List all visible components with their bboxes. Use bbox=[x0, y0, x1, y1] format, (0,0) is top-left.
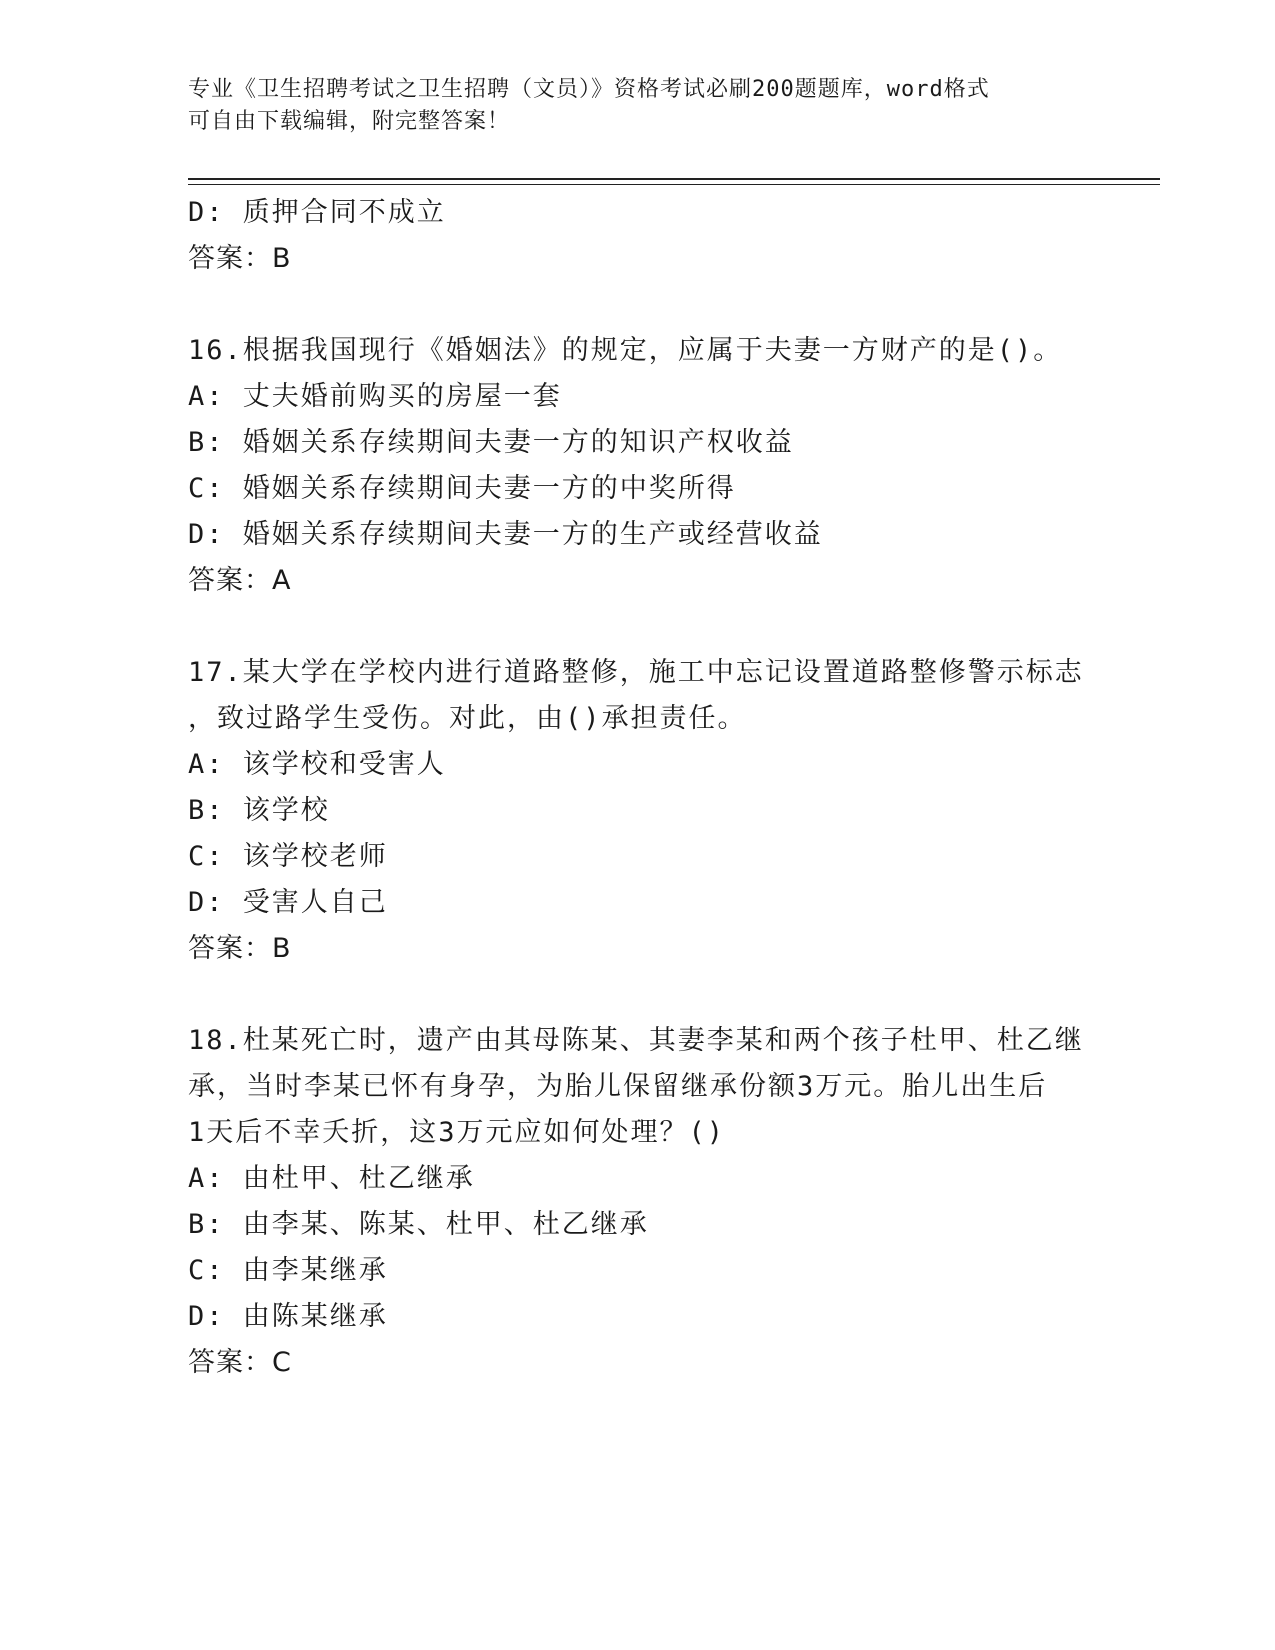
question-text bbox=[188, 328, 1088, 374]
question-line: ，致过路学生受伤。对此，由()承担责任。 bbox=[188, 703, 747, 734]
option-d: D: 由陈某继承 bbox=[188, 1301, 388, 1332]
header-line-1: 专业《卫生招聘考试之卫生招聘（文员）》资格考试必刷200题题库，word格式 bbox=[188, 77, 990, 102]
option-d: D: 受害人自己 bbox=[188, 887, 388, 918]
question-18 bbox=[188, 1018, 1088, 1386]
option-a: A: 该学校和受害人 bbox=[188, 749, 446, 780]
header-divider-thick bbox=[188, 178, 1160, 180]
document-header bbox=[188, 74, 1088, 138]
option-c: C: 由李某继承 bbox=[188, 1255, 388, 1286]
question-16 bbox=[188, 328, 1088, 604]
answer-line: 答案：C bbox=[188, 1347, 292, 1378]
header-line-2: 可自由下载编辑，附完整答案！ bbox=[188, 109, 511, 134]
spacer bbox=[188, 282, 1088, 328]
option-a: A: 丈夫婚前购买的房屋一套 bbox=[188, 381, 562, 412]
spacer bbox=[188, 604, 1088, 650]
option-b: B: 该学校 bbox=[188, 795, 330, 826]
answer-line: 答案：B bbox=[188, 243, 292, 274]
question-line: 16.根据我国现行《婚姻法》的规定，应属于夫妻一方财产的是()。 bbox=[188, 335, 1063, 366]
option-d: D: 质押合同不成立 bbox=[188, 197, 446, 228]
question-line: 17.某大学在学校内进行道路整修，施工中忘记设置道路整修警示标志 bbox=[188, 657, 1084, 688]
option-d: D: 婚姻关系存续期间夫妻一方的生产或经营收益 bbox=[188, 519, 823, 550]
option-c: C: 婚姻关系存续期间夫妻一方的中奖所得 bbox=[188, 473, 736, 504]
option-c: C: 该学校老师 bbox=[188, 841, 388, 872]
question-text bbox=[188, 650, 1088, 742]
previous-question-tail bbox=[188, 190, 1088, 282]
question-line: 18.杜某死亡时，遗产由其母陈某、其妻李某和两个孩子杜甲、杜乙继 bbox=[188, 1025, 1084, 1056]
question-17 bbox=[188, 650, 1088, 972]
option-b: B: 由李某、陈某、杜甲、杜乙继承 bbox=[188, 1209, 649, 1240]
option-a: A: 由杜甲、杜乙继承 bbox=[188, 1163, 475, 1194]
answer-line: 答案：B bbox=[188, 933, 292, 964]
question-line: 承，当时李某已怀有身孕，为胎儿保留继承份额3万元。胎儿出生后 bbox=[188, 1071, 1048, 1102]
option-b: B: 婚姻关系存续期间夫妻一方的知识产权收益 bbox=[188, 427, 794, 458]
header-divider-thin bbox=[188, 184, 1160, 185]
question-line: 1天后不幸夭折，这3万元应如何处理？() bbox=[188, 1117, 726, 1148]
question-text bbox=[188, 1018, 1088, 1156]
answer-line: 答案：A bbox=[188, 565, 292, 596]
question-content bbox=[188, 190, 1088, 1386]
spacer bbox=[188, 972, 1088, 1018]
